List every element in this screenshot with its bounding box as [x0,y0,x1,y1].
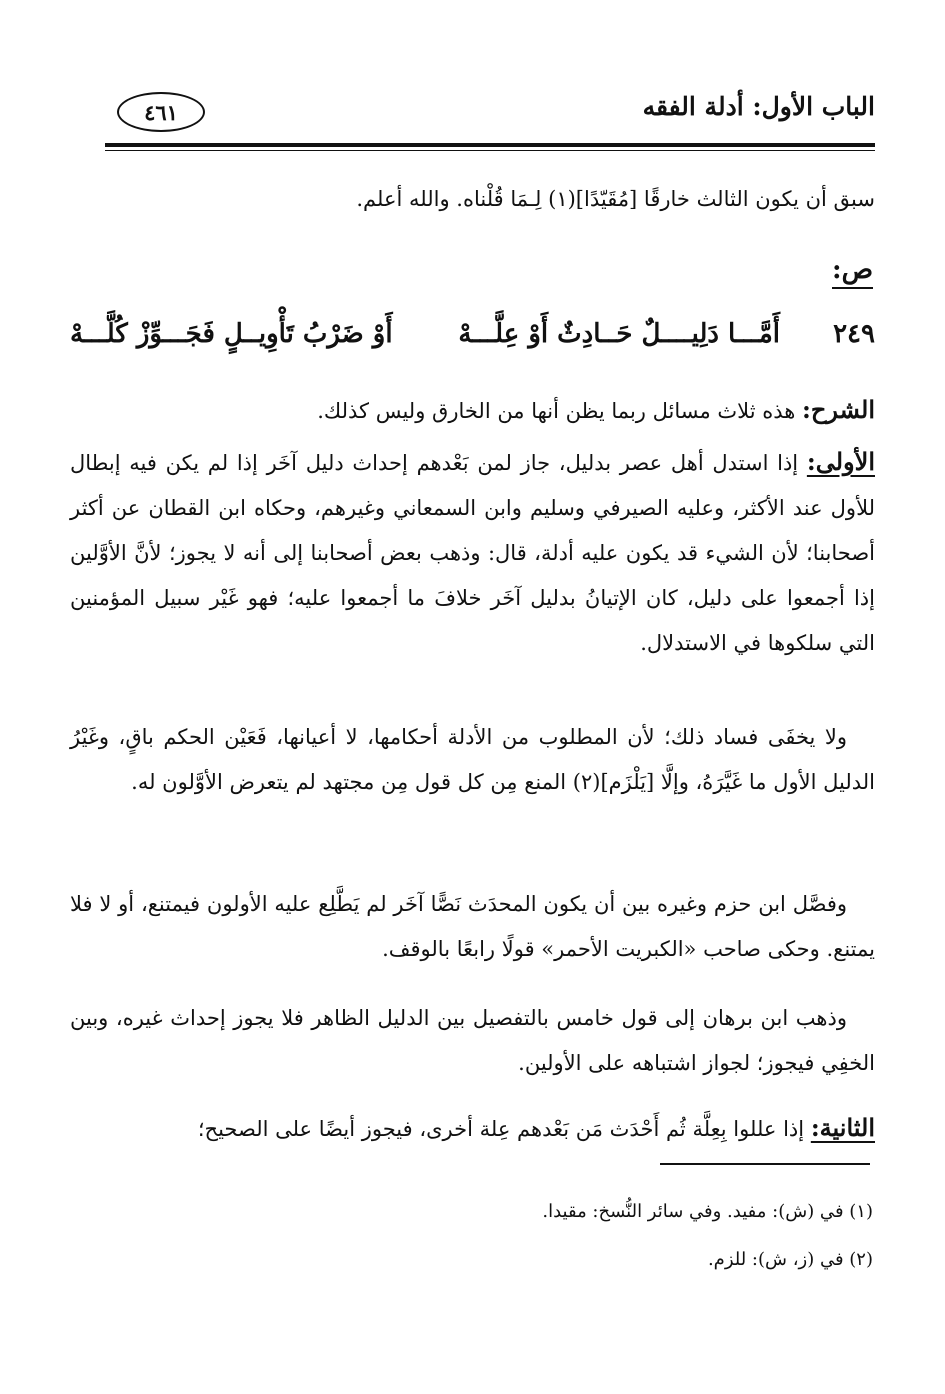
footnote-1: (١) في (ش): مفيد. وفي سائر النُّسخ: مقيدا. [542,1201,873,1222]
verse-hemistich-first: أَمَّـــا دَلِيــــلٌ حَــادِثٌ أَوْ عِلَّـــهْ [458,319,780,349]
header-rule-thin [105,150,875,151]
chapter-title: الباب الأول: أدلة الفقه [642,92,875,121]
first-issue-paragraph [70,439,875,666]
fourth-paragraph: وذهب ابن برهان إلى قول خامس بالتفصيل بين الدليل الظاهر فلا يجوز إحداث غيره، وبين الخفِي فيجوز؛ لجواز اشتباهه على الأولين. [70,1006,875,1075]
footnote-separator [660,1163,870,1165]
second-paragraph: ولا يخفَى فساد ذلك؛ لأن المطلوب من الأدلة أحكامها، لا أعيانها، فَعَيْن الحكم باقٍ، وغَيْرُ الدليل الأول ما غَيَّرَهُ، وإلَّا [يَلْزَم](٢) المنع مِن كل قول مِن مجتهد لم يتعرض الأوَّلون له. [70,725,875,794]
third-paragraph: وفصَّل ابن حزم وغيره بين أن يكون المحدَث نَصًّا آخَر لم يَطَّلِع عليه الأولون فيمتنع، أو لا فلا يمتنع. وحكى صاحب «الكبريت الأحمر» قولًا رابعًا بالوقف. [70,892,875,961]
verse-label: ص: [832,255,873,289]
first-issue-text: إذا استدل أهل عصر بدليل، جاز لمن بَعْدهم إحداث دليل آخَر إذا لم يكن فيه إبطال للأول عند الأكثر، وعليه الصيرفي وسليم وابن السمعاني وغيرهم، وحكاه ابن القطان عن أكثر أصحابنا؛ لأن الشيء قد يكون عليه أدلة، قال: وذهب بعض أصحابنا إلى أنه لا يجوز؛ لأنَّ الأوَّلين إذا أجمعوا على دليل، كان الإتيانُ بدليل آخَر خلافَ ما أجمعوا عليه؛ فهو غَيْر سبيل المؤمنين التي سلكوها في الاستدلال. [70,451,875,655]
second-issue-label: الثانية: [810,1113,875,1142]
sharh-text: هذه ثلاث مسائل ربما يظن أنها من الخارق وليس كذلك. [317,399,796,423]
second-issue-text: إذا عللوا بِعِلَّة ثُم أَحْدَث مَن بَعْدهم عِلة أخرى، فيجوز أيضًا على الصحيح؛ [197,1117,805,1141]
verse-hemistich-second: أَوْ ضَرْبُ تَأْوِيــلٍ فَجَـــوِّزْ كُلَّـــهْ [70,319,393,349]
second-issue-paragraph [70,1105,875,1152]
intro-paragraph: سبق أن يكون الثالث خارقًا [مُقَيّدًا](١) لِـمَا قُلْناه. والله أعلم. [356,187,875,211]
sharh-paragraph [70,387,875,434]
verse-line [70,312,875,357]
footnote-2: (٢) في (ز، ش): للزم. [707,1249,873,1270]
first-issue-label: الأولى: [806,447,875,476]
header-rule-thick [105,143,875,147]
page-number: ٤٦١ [117,92,205,132]
sharh-label: الشرح: [802,395,875,424]
verse-number: ٢٤٩ [833,319,875,349]
